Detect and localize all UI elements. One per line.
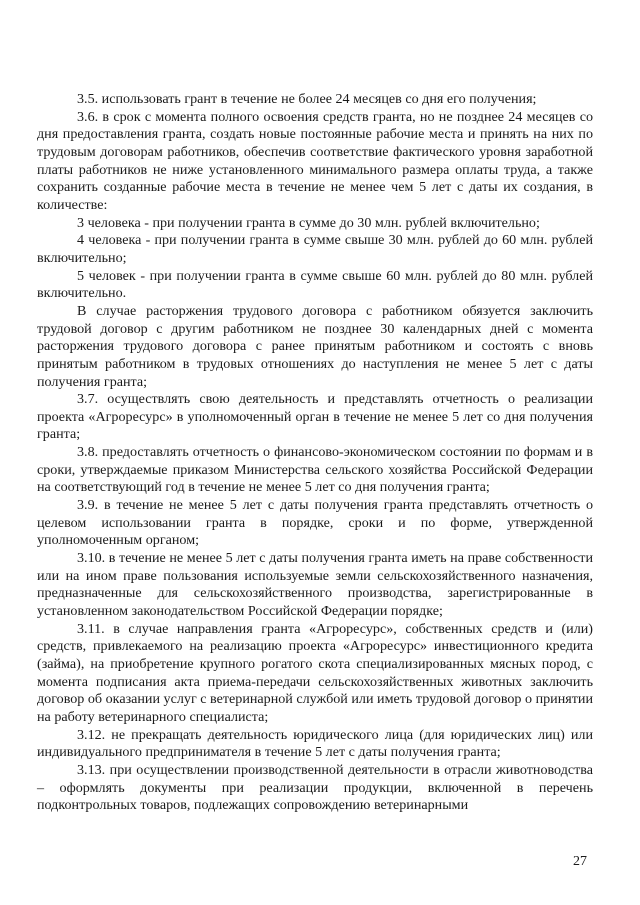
page-number: 27	[573, 854, 587, 869]
paragraph-3-13: 3.13. при осуществлении производственной деятельности в отрасли животноводства – оформлять документы при реализации продукции, включенной в перечень подконтрольных товаров, подлежащих сопровождению ветеринарными	[37, 761, 593, 814]
paragraph-3-10: 3.10. в течение не менее 5 лет с даты получения гранта иметь на праве собственности или на ином праве пользования используемые земли сельскохозяйственного назначения, предназначенные для сельскохозяйственного производства, зарегистрированные в установленном законодательством Российской Федерации порядке;	[37, 550, 593, 620]
paragraph-3-8: 3.8. предоставлять отчетность о финансово-экономическом состоянии по формам и в сроки, утверждаемые приказом Министерства сельского хозяйства Российской Федерации на соответствующий год в течение не менее 5 лет со дня получения гранта;	[37, 444, 593, 496]
paragraph-4-persons: 4 человека - при получении гранта в сумме свыше 30 млн. рублей до 60 млн. рублей включительно;	[37, 232, 593, 266]
paragraph-3-11: 3.11. в случае направления гранта «Агроресурс», собственных средств и (или) средств, привлекаемого на реализацию проекта «Агроресурс» инвестиционного кредита (займа), на приобретение крупного рогатого скота специализированных мясных пород, с момента подписания акта приема-передачи сельскохозяйственных животных заключить договор об оказании услуг с ветеринарной службой или иметь трудовой договор о принятии на работу ветеринарного специалиста;	[37, 620, 593, 725]
paragraph-3-7: 3.7. осуществлять свою деятельность и представлять отчетность о реализации проекта «Агроресурс» в уполномоченный орган в течение не менее 5 лет со дня получения гранта;	[37, 391, 593, 443]
paragraph-termination: В случае расторжения трудового договора с работником обязуется заключить трудовой договор с другим работником не позднее 30 календарных дней с момента расторжения трудового договора с ранее принятым работником и состоять с вновь принятым работником в трудовых отношениях до наступления не менее 5 лет с даты получения гранта;	[37, 302, 593, 390]
document-body	[37, 91, 593, 815]
paragraph-3-12: 3.12. не прекращать деятельность юридического лица (для юридических лиц) или индивидуального предпринимателя в течение 5 лет с даты получения гранта;	[37, 726, 593, 761]
paragraph-3-9: 3.9. в течение не менее 5 лет с даты получения гранта представлять отчетность о целевом использовании гранта в порядке, сроки и по форме, утвержденной уполномоченным органом;	[37, 497, 593, 549]
paragraph-3-persons: 3 человека - при получении гранта в сумме до 30 млн. рублей включительно;	[77, 214, 540, 231]
paragraph-5-persons: 5 человек - при получении гранта в сумме свыше 60 млн. рублей до 80 млн. рублей включительно.	[37, 267, 593, 302]
paragraph-3-6: 3.6. в срок с момента полного освоения средств гранта, но не позднее 24 месяцев со дня предоставления гранта, создать новые постоянные рабочие места и принять на них по трудовым договорам работников, обеспечив соответствие фактического уровня заработной платы работников не ниже установленного минимального размера оплаты труда, а также сохранить созданные рабочие места в течение не менее чем 5 лет с даты их создания, в количестве:	[37, 108, 593, 213]
paragraph-3-5: 3.5. использовать грант в течение не более 24 месяцев со дня его получения;	[77, 91, 537, 107]
